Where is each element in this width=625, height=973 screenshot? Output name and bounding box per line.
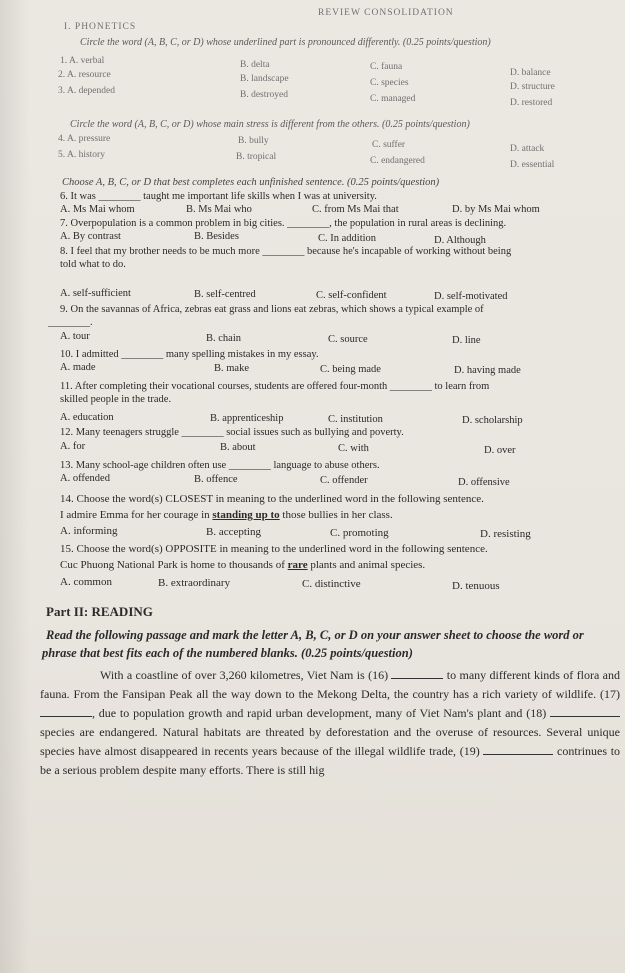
passage-text-1: With a coastline of over 3,260 kilometres, Viet Nam is (16) (100, 668, 389, 682)
q15-option-b[interactable]: B. extraordinary (158, 577, 231, 589)
q9-option-c[interactable]: C. source (328, 334, 368, 345)
reading-instruction-continued: phrase that best fits each of the numbered blanks. (0.25 points/question) (42, 646, 413, 660)
q7-option-d[interactable]: D. Although (434, 235, 486, 246)
reading-instruction: Read the following passage and mark the letter A, B, C, or D on your answer sheet to choose the word or (46, 628, 584, 642)
q2-option-b[interactable]: B. landscape (240, 74, 289, 84)
passage-text-3: , due to population growth and rapid urban development, many of Viet Nam's plant and (18) (92, 706, 547, 720)
q13-option-a[interactable]: A. offended (60, 473, 110, 484)
q11-option-c[interactable]: C. institution (328, 414, 383, 425)
q8-option-c[interactable]: C. self-confident (316, 290, 387, 301)
q11-stem-continued: skilled people in the trade. (60, 394, 172, 405)
q13-stem: 13. Many school-age children often use ________ language to abuse others. (60, 460, 380, 471)
pronunciation-instruction: Circle the word (A, B, C, or D) whose underlined part is pronounced differently. (0.25 points/question) (80, 37, 491, 48)
q15-sentence-end: plants and animal species. (307, 559, 426, 571)
blank-18[interactable] (550, 706, 620, 717)
q15-underlined-word: rare (287, 559, 308, 571)
q15-option-a[interactable]: A. common (60, 576, 112, 588)
completion-instruction: Choose A, B, C, or D that best completes each unfinished sentence. (0.25 points/question) (62, 177, 440, 188)
q14-option-c[interactable]: C. promoting (330, 527, 389, 539)
passage-text-4: species are endangered. Natural habitats are threated by deforestation and the overuse of resources. Several unique species have almost disappeared in recents years because of the illegal wildlife trade, (19) (40, 725, 620, 758)
q15-option-d[interactable]: D. tenuous (452, 580, 500, 592)
q10-option-a[interactable]: A. made (60, 362, 96, 373)
q3-option-b[interactable]: B. destroyed (240, 90, 289, 100)
passage-text-5: contrinues to be a serious problem despite many efforts. There is still hig (40, 744, 621, 777)
q4-option-d[interactable]: D. attack (510, 144, 545, 154)
q3-option-d[interactable]: D. restored (510, 98, 553, 108)
q3-option-c[interactable]: C. managed (370, 94, 416, 104)
q6-option-c[interactable]: C. from Ms Mai that (312, 204, 399, 215)
blank-16[interactable] (391, 668, 443, 679)
stress-instruction: Circle the word (A, B, C, or D) whose main stress is different from the others. (0.25 points/question) (70, 119, 470, 130)
q14-underlined-phrase: standing up to (212, 509, 280, 521)
q2-option-d[interactable]: D. structure (510, 82, 555, 92)
q5-option-b[interactable]: B. tropical (236, 152, 277, 162)
q13-option-c[interactable]: C. offender (320, 475, 368, 486)
q9-stem-continued: ________. (48, 317, 93, 328)
q9-option-d[interactable]: D. line (452, 335, 481, 346)
q14-sentence (60, 508, 393, 522)
q1-option-a[interactable]: 1. A. verbal (60, 56, 105, 66)
page-edge-shadow (0, 0, 30, 973)
q14-instruction: 14. Choose the word(s) CLOSEST in meaning to the underlined word in the following sentence. (60, 493, 484, 505)
q7-stem: 7. Overpopulation is a common problem in big cities. ________, the population in rural areas is declining. (60, 218, 507, 229)
q14-sentence-start: I admire Emma for her courage in (60, 509, 213, 521)
q4-option-a[interactable]: 4. A. pressure (58, 134, 111, 144)
q11-stem: 11. After completing their vocational courses, students are offered four-month ________ to learn from (60, 381, 490, 392)
q7-option-b[interactable]: B. Besides (194, 231, 239, 242)
q12-option-a[interactable]: A. for (60, 441, 86, 452)
q14-option-d[interactable]: D. resisting (480, 528, 531, 540)
q6-option-d[interactable]: D. by Ms Mai whom (452, 204, 540, 215)
q9-option-b[interactable]: B. chain (206, 333, 241, 344)
q2-option-a[interactable]: 2. A. resource (58, 70, 111, 80)
q8-option-b[interactable]: B. self-centred (194, 289, 256, 300)
q9-stem: 9. On the savannas of Africa, zebras eat grass and lions eat zebras, which shows a typical example of (60, 304, 484, 315)
q14-sentence-end: those bullies in her class. (279, 509, 393, 521)
q6-stem: 6. It was ________ taught me important life skills when I was at university. (60, 191, 377, 202)
q5-option-a[interactable]: 5. A. history (58, 150, 105, 160)
q10-option-d[interactable]: D. having made (454, 365, 521, 376)
q13-option-b[interactable]: B. offence (194, 474, 238, 485)
q3-option-a[interactable]: 3. A. depended (58, 86, 115, 96)
q1-option-b[interactable]: B. delta (240, 60, 270, 70)
q14-option-a[interactable]: A. informing (60, 525, 118, 537)
q15-sentence (60, 558, 425, 572)
q6-option-a[interactable]: A. Ms Mai whom (60, 204, 135, 215)
q12-option-b[interactable]: B. about (220, 442, 256, 453)
q5-option-c[interactable]: C. endangered (370, 156, 425, 166)
q1-option-d[interactable]: D. balance (510, 68, 551, 78)
q10-stem: 10. I admitted ________ many spelling mistakes in my essay. (60, 349, 319, 360)
q4-option-b[interactable]: B. bully (238, 136, 269, 146)
q12-stem: 12. Many teenagers struggle ________ social issues such as bullying and poverty. (60, 427, 404, 438)
q11-option-d[interactable]: D. scholarship (462, 415, 523, 426)
passage-text-2: to many different kinds of flora and fauna. From the Fansipan Peak all the way down to the Mekong Delta, the country has a rich variety of wildlife. (17) (40, 668, 620, 701)
q15-option-c[interactable]: C. distinctive (302, 578, 361, 590)
blank-19[interactable] (483, 744, 553, 755)
q9-option-a[interactable]: A. tour (60, 331, 90, 342)
q10-option-c[interactable]: C. being made (320, 364, 381, 375)
q1-option-c[interactable]: C. fauna (370, 62, 403, 72)
document-title: REVIEW CONSOLIDATION (318, 8, 454, 18)
q11-option-b[interactable]: B. apprenticeship (210, 413, 284, 424)
q8-stem: 8. I feel that my brother needs to be much more ________ because he's incapable of working without being (60, 246, 512, 257)
q15-instruction: 15. Choose the word(s) OPPOSITE in meaning to the underlined word in the following sentence. (60, 543, 488, 555)
q15-sentence-start: Cuc Phuong National Park is home to thousands of (60, 559, 288, 571)
q13-option-d[interactable]: D. offensive (458, 477, 510, 488)
q5-option-d[interactable]: D. essential (510, 160, 555, 170)
q8-option-a[interactable]: A. self-sufficient (60, 288, 131, 299)
q2-option-c[interactable]: C. species (370, 78, 409, 88)
q11-option-a[interactable]: A. education (60, 412, 114, 423)
reading-passage (40, 666, 620, 780)
q8-option-d[interactable]: D. self-motivated (434, 291, 508, 302)
q6-option-b[interactable]: B. Ms Mai who (186, 204, 252, 215)
q8-stem-continued: told what to do. (60, 259, 126, 270)
blank-17[interactable] (40, 706, 92, 717)
q10-option-b[interactable]: B. make (214, 363, 249, 374)
q7-option-a[interactable]: A. By contrast (60, 231, 121, 242)
section-heading-phonetics: I. PHONETICS (64, 22, 137, 32)
q12-option-c[interactable]: C. with (338, 443, 369, 454)
q14-option-b[interactable]: B. accepting (206, 526, 261, 538)
reading-part-title: Part II: READING (46, 604, 153, 619)
q7-option-c[interactable]: C. In addition (318, 233, 377, 244)
q12-option-d[interactable]: D. over (484, 445, 516, 456)
q4-option-c[interactable]: C. suffer (372, 140, 406, 150)
